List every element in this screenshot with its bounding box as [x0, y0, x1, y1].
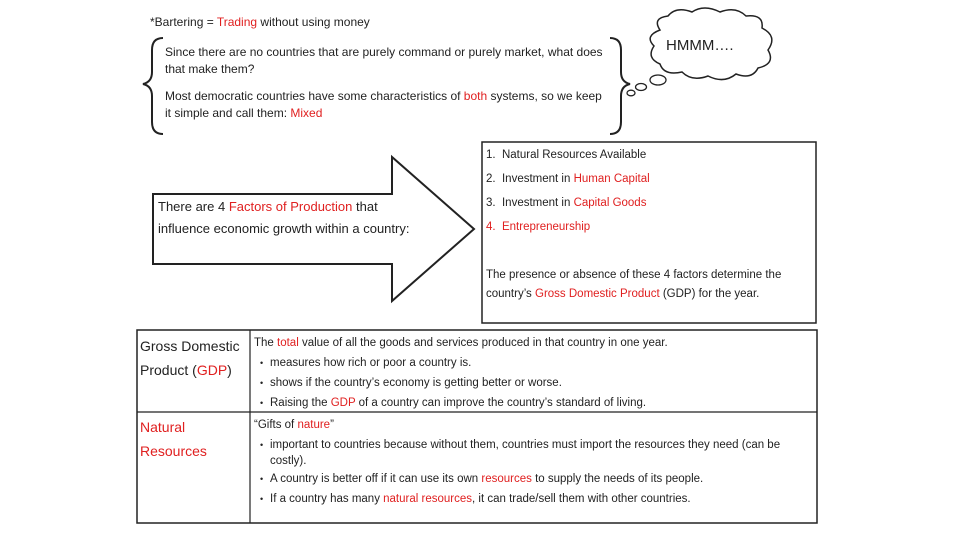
gdp-bullet-3: • Raising the GDP of a country can improve the country’s standard of living. — [260, 397, 647, 409]
factor-4: 4. Entrepreneurship — [486, 221, 591, 233]
factor-2: 2. Investment in Human Capital — [486, 173, 650, 185]
factor-3: 3. Investment in Capital Goods — [486, 197, 647, 209]
gdp-definition: The total value of all the goods and services produced in that country in one year. — [254, 337, 668, 349]
gdp-bullet-2: • shows if the country’s economy is getting better or worse. — [260, 377, 562, 389]
bullet-icon: • — [260, 398, 264, 408]
mixed-economy-question: Since there are no countries that are purely command or purely market, what does that make them? — [165, 45, 603, 76]
thought-bubble-1 — [650, 75, 666, 85]
bullet-icon: • — [260, 358, 264, 368]
bullet-icon: • — [260, 494, 264, 504]
nr-bullet-2: • A country is better off if it can use its own resources to supply the needs of its people. — [260, 473, 704, 485]
left-brace — [143, 38, 163, 134]
bullet-icon: • — [260, 378, 264, 388]
thought-bubble-2 — [636, 84, 647, 91]
factor-1: 1. Natural Resources Available — [486, 149, 647, 161]
term-gdp: Gross Domestic Product (GDP) — [140, 338, 240, 378]
factors-note: The presence or absence of these 4 factors determine the country’s Gross Domestic Product (GDP) for the year. — [486, 269, 782, 300]
nr-bullet-1: • important to countries because without them, countries must import the resources they need (can be costly). — [260, 439, 781, 467]
bartering-definition: *Bartering = Trading without using money — [150, 15, 370, 29]
gdp-bullet-1: • measures how rich or poor a country is. — [260, 357, 472, 369]
nr-bullet-3: • If a country has many natural resources, it can trade/sell them with other countries. — [260, 493, 691, 505]
thought-text: HMMM…. — [666, 37, 734, 54]
bullet-icon: • — [260, 440, 264, 450]
arrow-text: There are 4 Factors of Production that influence economic growth within a country: — [158, 199, 410, 236]
natural-resources-definition: “Gifts of nature” — [254, 419, 334, 431]
bullet-icon: • — [260, 474, 264, 484]
term-natural-resources: Natural Resources — [140, 419, 207, 459]
thought-bubble-3 — [627, 90, 635, 96]
right-brace — [610, 38, 630, 134]
mixed-economy-answer: Most democratic countries have some characteristics of both systems, so we keep it simple and call them: Mixed — [165, 89, 602, 120]
